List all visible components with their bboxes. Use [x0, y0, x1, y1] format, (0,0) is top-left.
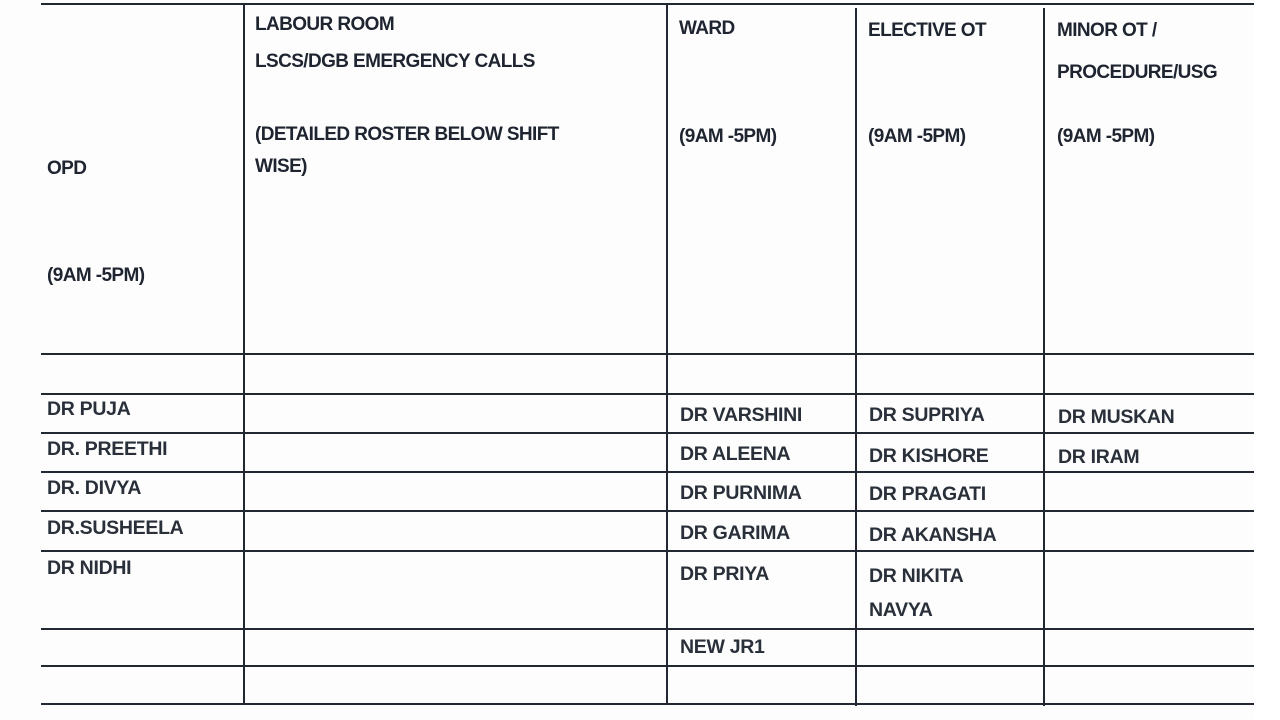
ward-column-title: WARD: [679, 18, 735, 39]
elective-ot-assignee: DR AKANSHA: [869, 524, 997, 546]
minor-ot-column-subtitle: PROCEDURE/USG: [1057, 62, 1218, 83]
opd-assignee: DR PUJA: [47, 398, 131, 420]
ward-assignee: NEW JR1: [680, 636, 765, 658]
minor-ot-column-time: (9AM -5PM): [1057, 126, 1155, 147]
row-divider: [41, 665, 1254, 667]
elective-ot-column-time: (9AM -5PM): [868, 126, 966, 147]
opd-assignee: DR.SUSHEELA: [47, 517, 184, 539]
ward-assignee: DR VARSHINI: [680, 404, 803, 426]
ward-assignee: DR GARIMA: [680, 522, 790, 544]
elective-ot-assignee: DR SUPRIYA: [869, 404, 985, 426]
elective-ot-assignee: DR KISHORE: [869, 445, 989, 467]
opd-assignee: DR NIDHI: [47, 557, 132, 579]
minor-ot-assignee: DR MUSKAN: [1058, 406, 1175, 428]
row-divider: [41, 393, 1254, 395]
ward-assignee: DR ALEENA: [680, 443, 791, 465]
column-divider: [243, 3, 245, 705]
labour-room-column-subtitle: LSCS/DGB EMERGENCY CALLS: [255, 51, 535, 72]
column-divider: [855, 8, 857, 706]
ward-assignee: DR PRIYA: [680, 563, 769, 585]
elective-ot-assignee: NAVYA: [869, 599, 933, 621]
table-top-border: [41, 3, 1254, 5]
row-divider: [41, 628, 1254, 630]
opd-column-time: (9AM -5PM): [47, 265, 145, 286]
opd-column-title: OPD: [47, 158, 87, 179]
elective-ot-assignee: DR PRAGATI: [869, 483, 986, 505]
ward-column-time: (9AM -5PM): [679, 126, 777, 147]
ward-assignee: DR PURNIMA: [680, 482, 802, 504]
header-bottom-border: [41, 353, 1254, 355]
page-edge: [1254, 0, 1280, 720]
minor-ot-column-title: MINOR OT /: [1057, 20, 1157, 41]
elective-ot-column-title: ELECTIVE OT: [868, 20, 986, 41]
labour-room-column-note: (DETAILED ROSTER BELOW SHIFT: [255, 124, 559, 145]
opd-assignee: DR. PREETHI: [47, 438, 168, 460]
row-divider: [41, 550, 1254, 552]
opd-assignee: DR. DIVYA: [47, 477, 142, 499]
column-divider: [1043, 8, 1045, 706]
labour-room-column-title: LABOUR ROOM: [255, 14, 395, 35]
minor-ot-assignee: DR IRAM: [1058, 446, 1140, 468]
column-divider: [666, 5, 668, 705]
labour-room-column-note-cont: WISE): [255, 156, 307, 177]
table-bottom-border: [41, 703, 1254, 705]
row-divider: [41, 510, 1254, 512]
elective-ot-assignee: DR NIKITA: [869, 565, 964, 587]
